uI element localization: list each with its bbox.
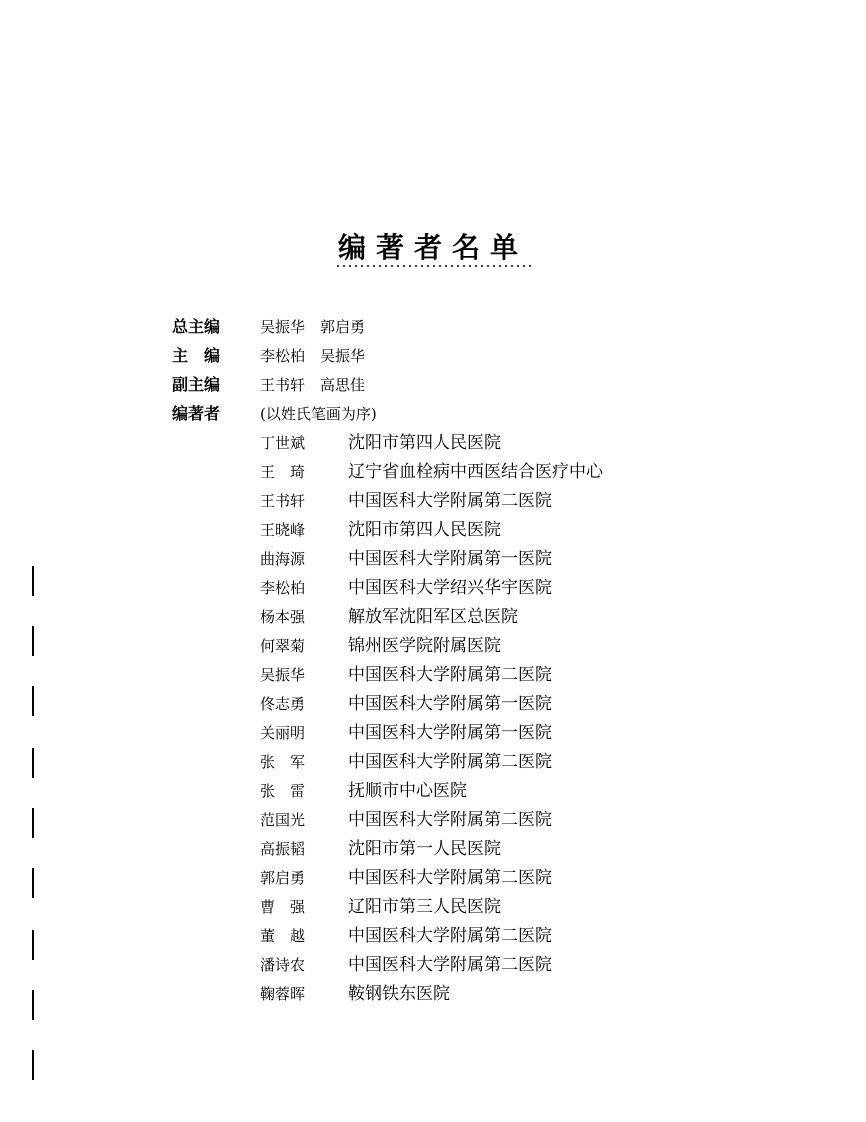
member-affiliation: 中国医科大学附属第二医院: [348, 955, 552, 975]
member-name: 关丽明: [260, 724, 306, 742]
margin-mark: [32, 686, 34, 716]
member-affiliation: 中国医科大学附属第一医院: [348, 549, 552, 569]
member-name: 王晓峰: [260, 521, 306, 539]
member-name: 王 琦: [260, 463, 306, 481]
margin-mark: [32, 1050, 34, 1080]
member-name: 张 军: [260, 753, 306, 771]
member-name: 张 雷: [260, 782, 306, 800]
member-affiliation: 锦州医学院附属医院: [348, 636, 501, 656]
member-affiliation: 中国医科大学绍兴华宇医院: [348, 578, 552, 598]
member-affiliation: 辽宁省血栓病中西医结合医疗中心: [348, 462, 603, 482]
margin-mark: [32, 930, 34, 960]
member-name: 潘诗农: [260, 956, 306, 974]
member-affiliation: 中国医科大学附属第二医院: [348, 752, 552, 772]
member-name: 高振韬: [260, 840, 306, 858]
editor-names: 李松柏 吴振华: [260, 347, 366, 365]
member-affiliation: 中国医科大学附属第二医院: [348, 868, 552, 888]
member-affiliation: 中国医科大学附属第一医院: [348, 723, 552, 743]
authors-label: 编著者: [172, 404, 221, 423]
member-affiliation: 中国医科大学附属第二医院: [348, 810, 552, 830]
deputy-editor-names: 王书轩 高思佳: [260, 376, 366, 394]
margin-mark: [32, 808, 34, 838]
member-affiliation: 解放军沈阳军区总医院: [348, 607, 518, 627]
member-affiliation: 中国医科大学附属第二医院: [348, 665, 552, 685]
member-affiliation: 沈阳市第四人民医院: [348, 520, 501, 540]
member-affiliation: 中国医科大学附属第一医院: [348, 694, 552, 714]
member-name: 王书轩: [260, 492, 306, 510]
member-name: 佟志勇: [260, 695, 306, 713]
authors-order-note: (以姓氏笔画为序): [260, 405, 377, 423]
member-name: 曹 强: [260, 898, 306, 916]
member-name: 丁世斌: [260, 434, 306, 452]
member-affiliation: 沈阳市第四人民医院: [348, 433, 501, 453]
member-affiliation: 中国医科大学附属第二医院: [348, 491, 552, 511]
margin-mark: [32, 748, 34, 778]
member-name: 鞠蓉晖: [260, 985, 306, 1003]
member-affiliation: 鞍钢铁东医院: [348, 984, 450, 1004]
member-name: 范国光: [260, 811, 306, 829]
member-affiliation: 中国医科大学附属第二医院: [348, 926, 552, 946]
member-affiliation: 沈阳市第一人民医院: [348, 839, 501, 859]
member-name: 杨本强: [260, 608, 306, 626]
title-ornament-rule: [335, 264, 531, 268]
member-affiliation: 抚顺市中心医院: [348, 781, 467, 801]
member-name: 郭启勇: [260, 869, 306, 887]
member-name: 曲海源: [260, 550, 306, 568]
chief-editor-names: 吴振华 郭启勇: [260, 318, 366, 336]
editor-label: 主 编: [172, 346, 221, 365]
margin-mark: [32, 868, 34, 898]
chief-editor-label: 总主编: [172, 317, 221, 336]
deputy-editor-label: 副主编: [172, 375, 221, 394]
member-name: 吴振华: [260, 666, 306, 684]
page-title: 编著者名单: [337, 231, 528, 264]
member-affiliation: 辽阳市第三人民医院: [348, 897, 501, 917]
margin-mark: [32, 990, 34, 1020]
member-name: 李松柏: [260, 579, 306, 597]
member-name: 何翠菊: [260, 637, 306, 655]
margin-mark: [32, 566, 34, 596]
member-name: 董 越: [260, 927, 306, 945]
margin-mark: [32, 626, 34, 656]
